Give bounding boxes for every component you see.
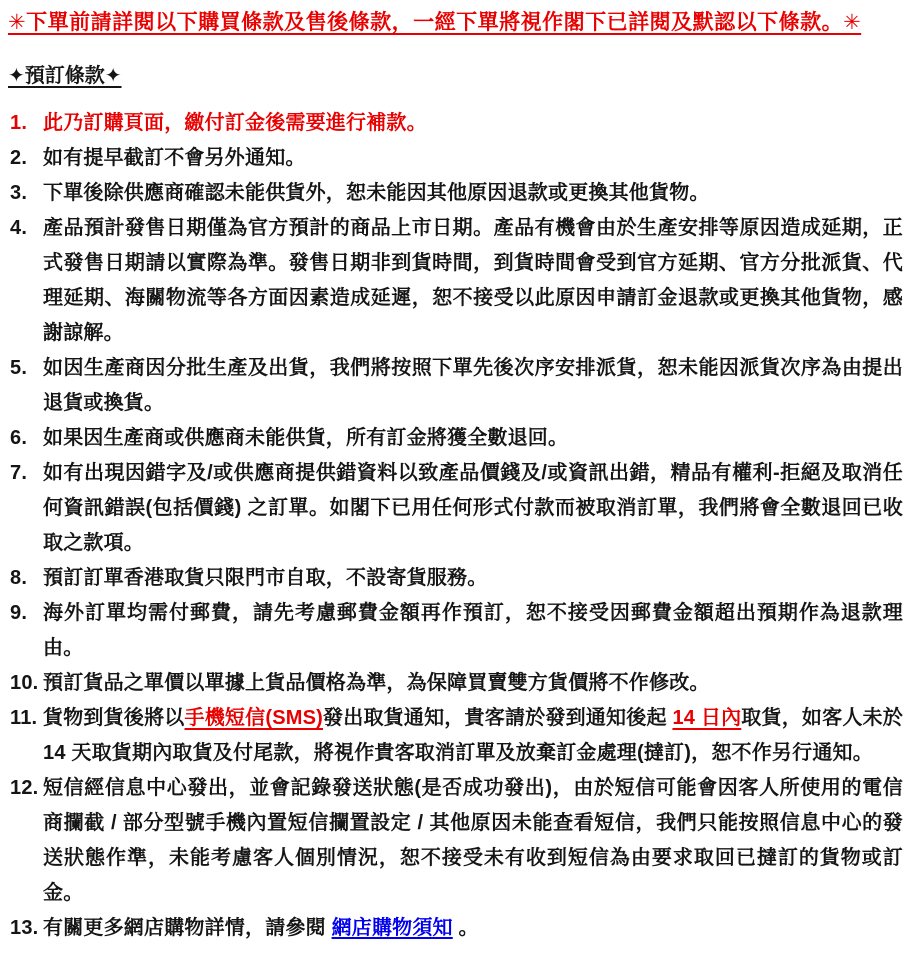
term-item-5 [8, 351, 903, 421]
term-number: 13. [10, 917, 39, 939]
term-text: 如有提早截訂不會另外通知。 [43, 147, 306, 169]
term-text: 如果因生產商或供應商未能供貨，所有訂金將獲全數退回。 [43, 427, 569, 449]
term-item-10 [8, 666, 903, 701]
term-text: 如因生產商因分批生產及出貨，我們將按照下單先後次序安排派貨，恕未能因派貨次序為由提出退貨或換貨。 [43, 357, 903, 414]
term-number: 6. [10, 427, 28, 449]
term-item-2 [8, 141, 903, 176]
term-item-4 [8, 211, 903, 351]
term-number: 3. [10, 182, 28, 204]
page-title: ✳下單前請詳閱以下購買條款及售後條款，一經下單將視作閣下已詳閱及默認以下條款。✳ [8, 11, 862, 34]
term-number: 10. [10, 672, 39, 694]
term-text: 下單後除供應商確認未能供貨外，恕未能因其他原因退款或更換其他貨物。 [43, 182, 710, 204]
term-item-6 [8, 421, 903, 456]
term-number: 12. [10, 777, 39, 799]
term-text: 。 [452, 917, 479, 939]
term-item-12 [8, 771, 903, 911]
term-item-1 [8, 106, 903, 141]
sms-notice-emphasis: 手機短信(SMS) [184, 707, 324, 729]
term-item-11 [8, 701, 903, 771]
term-text: 發出取貨通知，貴客請於發到通知後起 [323, 707, 673, 729]
term-item-13 [8, 911, 903, 946]
terms-list [8, 106, 903, 946]
term-number: 5. [10, 357, 28, 379]
term-item-9 [8, 596, 903, 666]
term-number: 9. [10, 602, 28, 624]
term-number: 7. [10, 462, 28, 484]
term-text: 貨物到貨後將以 [43, 707, 185, 729]
term-text: 海外訂單均需付郵費，請先考慮郵費金額再作預訂，恕不接受因郵費金額超出預期作為退款理由。 [43, 602, 903, 659]
term-text: 此乃訂購頁面，繳付訂金後需要進行補款。 [43, 112, 427, 134]
shop-guide-link[interactable]: 網店購物須知 [331, 917, 453, 939]
term-number: 11. [10, 707, 38, 729]
term-text: 取貨，如客人未於 14 天取貨期內取貨及付尾款，將視作貴客取消訂單及放棄訂金處理(撻訂)，恕不作另行通知。 [43, 707, 903, 764]
term-text: 如有出現因錯字及/或供應商提供錯資料以致產品價錢及/或資訊出錯，精品有權利-拒絕及取消任何資訊錯誤(包括價錢) 之訂單。如閣下已用任何形式付款而被取消訂單，我們將會全數退回已收取之款項。 [43, 462, 903, 554]
term-text: 預訂訂單香港取貨只限門市自取，不設寄貨服務。 [43, 567, 488, 589]
term-number: 2. [10, 147, 28, 169]
term-text: 有關更多網店購物詳情，請參閱 [43, 917, 332, 939]
pickup-deadline-emphasis: 14 日內 [672, 707, 742, 729]
term-text: 預訂貨品之單價以單據上貨品價格為準，為保障買賣雙方貨價將不作修改。 [43, 672, 710, 694]
term-number: 4. [10, 217, 28, 239]
term-item-8 [8, 561, 903, 596]
term-text: 產品預計發售日期僅為官方預計的商品上市日期。產品有機會由於生產安排等原因造成延期，正式發售日期請以實際為準。發售日期非到貨時間，到貨時間會受到官方延期、官方分批派貨、代理延期、海關物流等各方面因素造成延遲，恕不接受以此原因申請訂金退款或更換其他貨物，感謝諒解。 [43, 217, 903, 344]
term-number: 8. [10, 567, 28, 589]
term-item-3 [8, 176, 903, 211]
term-text: 短信經信息中心發出，並會記錄發送狀態(是否成功發出)，由於短信可能會因客人所使用的電信商攔截 / 部分型號手機內置短信攔置設定 / 其他原因未能查看短信，我們只能按照信息中心的發送狀態作準，未能考慮客人個別情況，恕不接受未有收到短信為由要求取回已撻訂的貨物或訂金。 [43, 777, 903, 904]
preorder-terms-heading: ✦預訂條款✦ [8, 65, 122, 87]
term-number: 1. [10, 112, 28, 134]
term-item-7 [8, 456, 903, 561]
